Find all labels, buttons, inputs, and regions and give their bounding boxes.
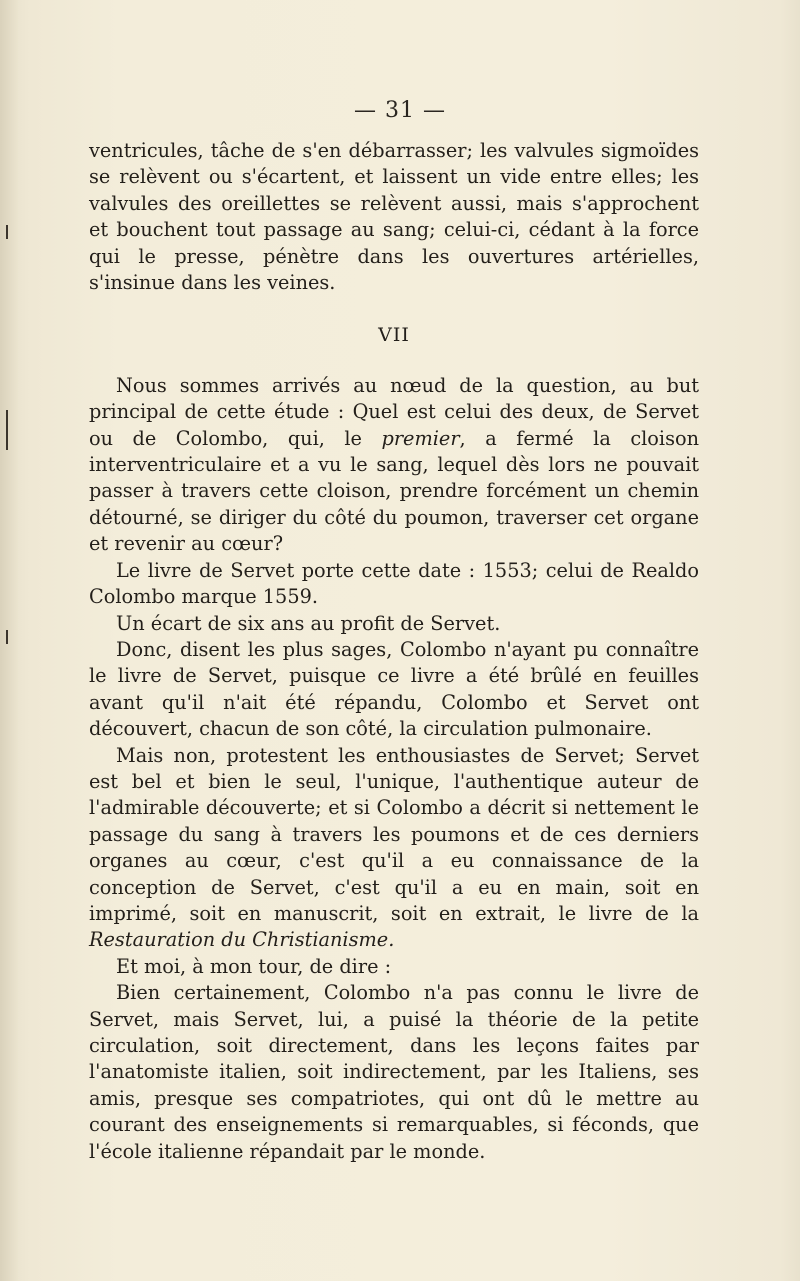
paragraph: Le livre de Servet porte cette date : 1553; celui de Realdo Colombo marque 1559. xyxy=(89,558,699,609)
paragraph-text: Nous sommes arrivés au nœud de la question, au but principal de cette étude : Quel est celui des deux, de Servet ou de Colombo, qui, le xyxy=(89,373,699,450)
paragraph: Un écart de six ans au profit de Servet. xyxy=(116,611,501,635)
paragraph: Et moi, à mon tour, de dire : xyxy=(116,954,392,978)
binding-edge xyxy=(0,0,18,1281)
section-heading: VII xyxy=(378,324,410,347)
italic-text: premier xyxy=(381,426,460,450)
paragraph: Bien certainement, Colombo n'a pas connu le livre de Servet, mais Servet, lui, a puisé la théorie de la petite circulation, soit directement, dans les leçons faites par l'anatomiste italien, soit indirectement, par les Italiens, ses amis, presque ses compatriotes, qui ont dû le mettre au courant des enseignements si remarquables, si féconds, que l'école italienne répandait par le monde. xyxy=(89,981,699,1163)
paragraph-text: Mais non, protestent les enthousiastes de Servet; Servet est bel et bien le seul, l'unique, l'authentique auteur de l'admirable découverte; et si Colombo a décrit si nettement le passage du sang à travers les poumons et de ces derniers organes au cœur, c'est qu'il a eu connaissance de la conception de Servet, c'est qu'il a eu en main, soit en imprimé, soit en manuscrit, soit en extrait, le livre de la xyxy=(89,743,699,925)
paragraph xyxy=(89,373,699,558)
paragraph-text: , a fermé la cloison interventriculaire et a vu le sang, lequel dès lors ne pouvait passer à travers cette cloison, prendre forcément un chemin détourné, se diriger du côté du poumon, traverser cet organe et revenir au cœur? xyxy=(89,426,700,556)
page-number: — 31 — xyxy=(354,98,446,123)
body-text xyxy=(89,138,699,1165)
edge-mark xyxy=(6,630,8,644)
paragraph xyxy=(89,743,699,954)
italic-book-title: Restauration du Christianisme. xyxy=(89,928,395,952)
paragraph-continued: ventricules, tâche de s'en débarrasser; les valvules sigmoïdes se relèvent ou s'écartent, et laissent un vide entre elles; les valvules des oreillettes se relèvent aussi, mais s'approchent et bouchent tout passage au sang; celui-ci, cédant à la force qui le presse, pénètre dans les ouvertures artérielles, s'insinue dans les veines. xyxy=(89,139,699,295)
edge-mark xyxy=(6,225,8,239)
edge-mark xyxy=(6,410,8,450)
paragraph: Donc, disent les plus sages, Colombo n'ayant pu connaître le livre de Servet, puisque ce livre a été brûlé en feuilles avant qu'il n'ait été répandu, Colombo et Servet ont découvert, chacun de son côté, la circulation pulmonaire. xyxy=(89,637,699,741)
